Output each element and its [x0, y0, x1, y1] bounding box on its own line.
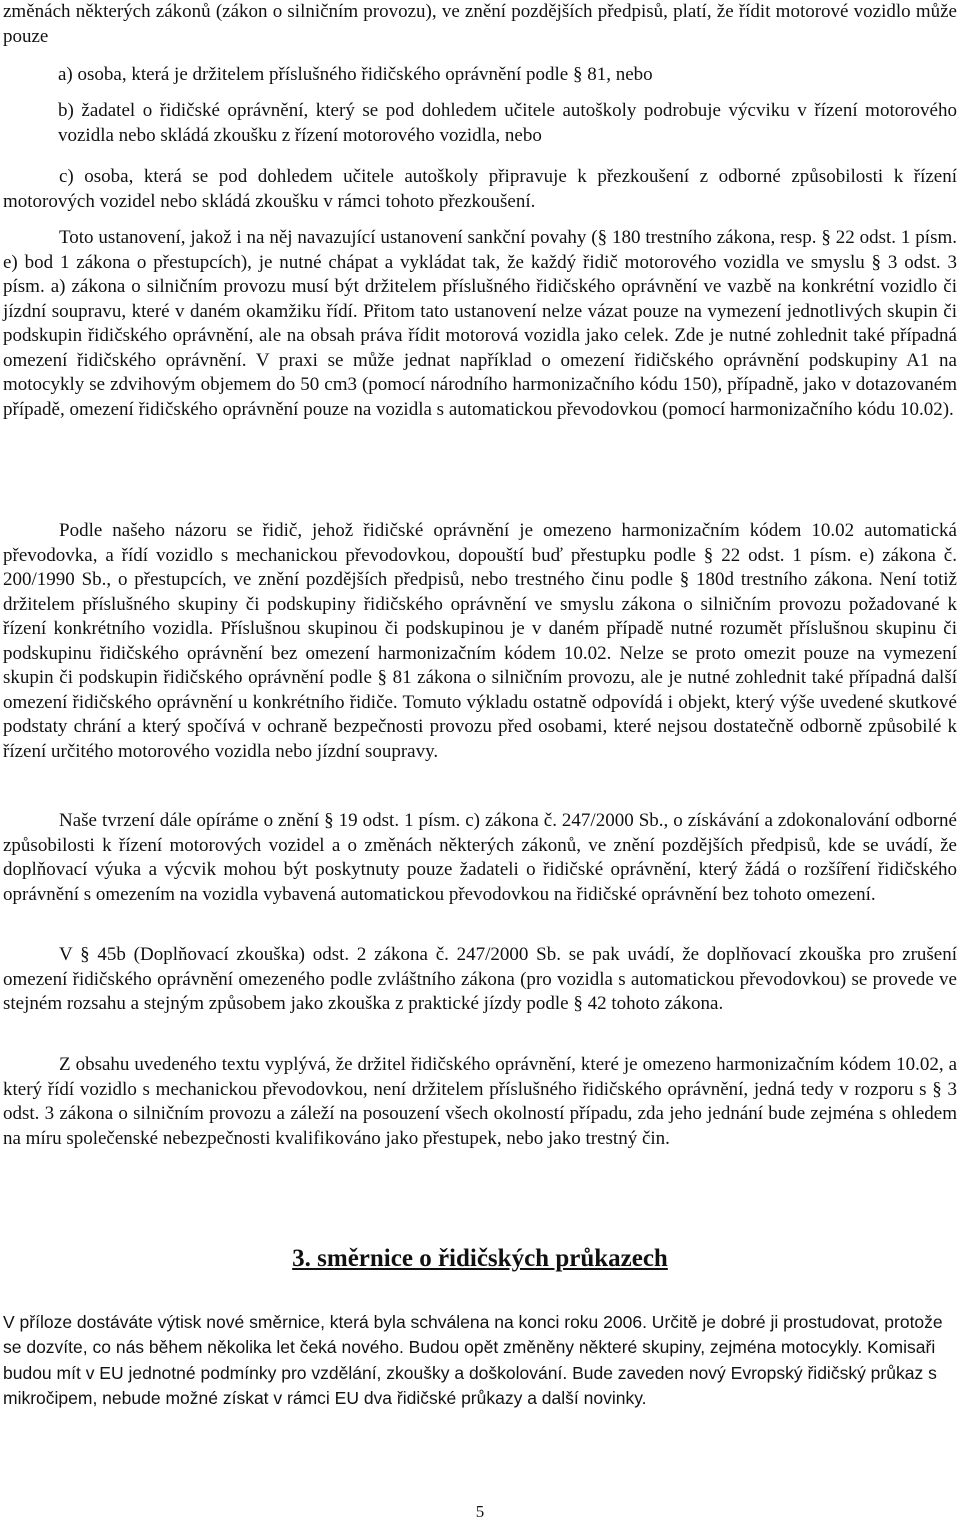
section-heading: 3. směrnice o řidičských průkazech [292, 1245, 668, 1272]
list-item-a: a) osoba, která je držitelem příslušného řidičského oprávnění podle § 81, nebo [58, 64, 653, 85]
list-item-c: c) osoba, která se pod dohledem učitele autoškoly připravuje k přezkoušení z odborné způsobilosti k řízení motorových vozidel nebo skládá zkoušku v rámci tohoto přezkoušení. [3, 166, 957, 212]
paragraph-4: V § 45b (Doplňovací zkouška) odst. 2 zákona č. 247/2000 Sb. se pak uvádí, že doplňovací zkouška pro zrušení omezení řidičského oprávnění omezeného podle zvláštního zákona (pro vozidla s automatickou převodovkou) se provede ve stejném rozsahu a stejným způsobem jako zkouška z praktické jízdy podle § 42 tohoto zákona. [3, 944, 957, 1014]
paragraph-3: Naše tvrzení dále opíráme o znění § 19 odst. 1 písm. c) zákona č. 247/2000 Sb., o získávání a zdokonalování odborné způsobilosti k řízení motorových vozidel a o změnách některých zákonů, ve znění pozdějších předpisů, kde se uvádí, že doplňovací výuka a výcvik mohou být poskytnuty pouze žadateli o řidičské oprávnění, který žádá o rozšíření řidičského oprávnění s omezením na vozidla vybavená automatickou převodovkou na řidičské oprávnění bez tohoto omezení. [3, 810, 957, 905]
page-number: 5 [475, 1502, 485, 1521]
paragraph-2: Podle našeho názoru se řidič, jehož řidičské oprávnění je omezeno harmonizačním kódem 10.02 automatická převodovka, a řídí vozidlo s mechanickou převodovkou, dopouští buď přestupku podle § 22 odst. 1 písm. e) zákona č. 200/1990 Sb., o přestupcích, ve znění pozdějších předpisů, nebo trestného činu podle § 180d trestního zákona. Není totiž držitelem příslušného skupiny či podskupiny řidičského oprávnění ve smyslu zákona o silničním provozu požadované k řízení konkrétního vozidla. Příslušnou skupinou či podskupinou je v daném případě nutné rozumět příslušnou skupinu či podskupinu řidičského oprávnění bez omezení harmonizačním kódem 10.02. Nelze se proto omezit pouze na vymezení skupin či podskupin řidičského oprávnění podle § 81 zákona o silničním provozu, ale je nutné zohlednit také případná další omezení řidičského oprávnění u konkrétního řidiče. Tomuto výkladu ostatně odpovídá i objekt, který výše uvedené skutkové podstaty chrání a který spočívá v ochraně bezpečnosti provozu před osobami, které nejsou dostatečně odborně způsobilé k řízení určitého motorového vozidla nebo jízdní soupravy. [3, 520, 957, 762]
list-item-b: b) žadatel o řidičské oprávnění, který se pod dohledem učitele autoškoly podrobuje výcviku v řízení motorového vozidla nebo skládá zkoušku z řízení motorového vozidla, nebo [58, 100, 957, 146]
intro-paragraph: změnách některých zákonů (zákon o silničním provozu), ve znění pozdějších předpisů, platí, že řídit motorové vozidlo může pouze [3, 1, 957, 47]
paragraph-1: Toto ustanovení, jakož i na něj navazující ustanovení sankční povahy (§ 180 trestního zákona, resp. § 22 odst. 1 písm. e) bod 1 zákona o přestupcích), je nutné chápat a vykládat tak, že každý řidič motorového vozidla ve smyslu § 3 odst. 3 písm. a) zákona o silničním provozu musí být držitelem příslušného řidičského oprávnění ve vazbě na konkrétní vozidlo či jízdní soupravu, které v daném okamžiku řídí. Přitom tato ustanovení nelze vázat pouze na vymezení jednotlivých skupin či podskupin řidičského oprávnění, ale na obsah práva řídit motorová vozidla jako celek. Zde je nutné zohlednit také případná omezení řidičského oprávnění. V praxi se může jednat například o omezení řidičského oprávnění podskupiny A1 na motocykly se zdvihovým objemem do 50 cm3 (pomocí národního harmonizačního kódu 150), případně, jako v dotazovaném případě, omezení řidičského oprávnění pouze na vozidla s automatickou převodovkou (pomocí harmonizačního kódu 10.02). [3, 227, 957, 420]
section-paragraph: V příloze dostáváte výtisk nové směrnice, která byla schválena na konci roku 2006. Určitě je dobré ji prostudovat, protože se dozvíte, co nás během několika let čeká nového. Budou opět změněny některé skupiny, zejména motocykly. Komisaři budou mít v EU jednotné podmínky pro vzdělání, zkoušky a doškolování. Bude zaveden nový Evropský řidičský průkaz s mikročipem, nebude možné získat v rámci EU dva řidičské průkazy a další novinky. [3, 1312, 943, 1408]
paragraph-5: Z obsahu uvedeného textu vyplývá, že držitel řidičského oprávnění, které je omezeno harmonizačním kódem 10.02, a který řídí vozidlo s mechanickou převodovkou, není držitelem příslušného řidičského oprávnění, jedná tedy v rozporu s § 3 odst. 3 zákona o silničním provozu a záleží na posouzení všech okolností případu, zda jeho jednání bude zejména s ohledem na míru společenské nebezpečnosti kvalifikováno jako přestupek, nebo jako trestný čin. [3, 1054, 957, 1149]
